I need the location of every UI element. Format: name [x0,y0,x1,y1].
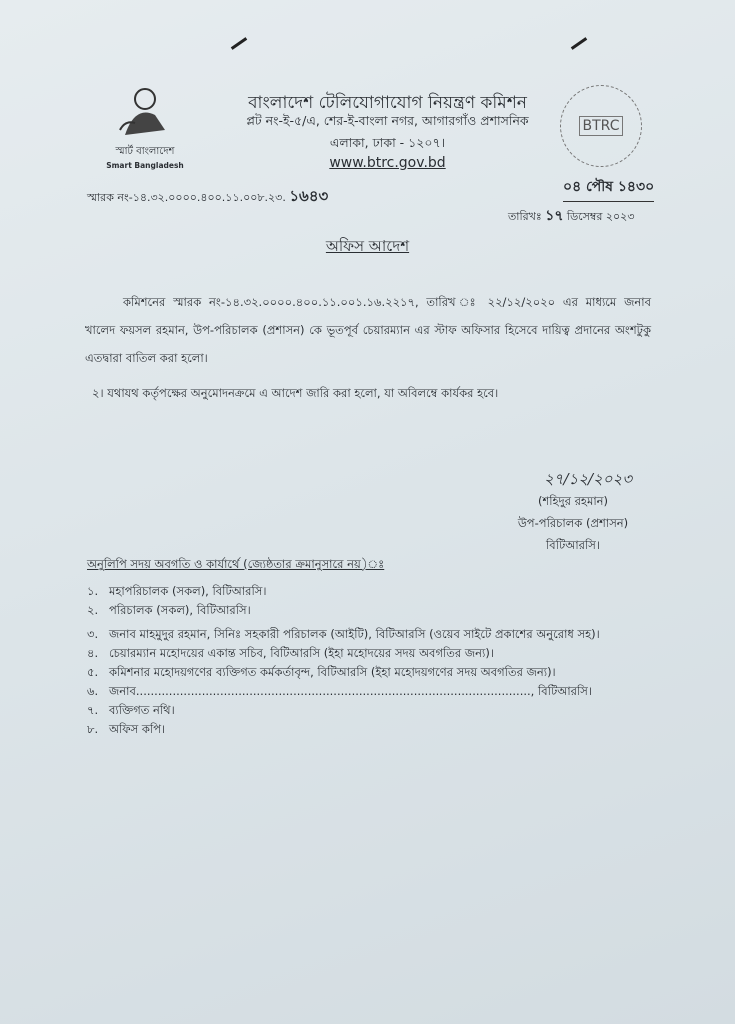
item-number: ২. [87,603,99,617]
item-number: ৮. [87,722,99,736]
date-block [508,175,654,228]
item-number: ৫. [87,665,99,679]
copy-list-heading: অনুলিপি সদয় অবগতি ও কার্যার্থে (জ্যেষ্ঠতার ক্রমানুসারে নয়)ঃ [87,557,385,571]
item-text: অফিস কপি। [109,722,166,736]
list-item [87,645,600,664]
pen-mark [571,37,587,50]
date-month-year: ডিসেম্বর ২০২৩ [566,210,635,223]
item-text: কমিশনার মহোদয়গণের ব্যক্তিগত কর্মকর্তাবৃন্দ, বিটিআরসি (ইহা মহোদয়গণের সদয় অবগতির জন্য)। [109,665,556,679]
list-item [87,583,600,602]
item-text: জনাব............................................................................................................, বিটিআরসি। [109,684,592,698]
paragraph-2: ২। যথাযথ কর্তৃপক্ষের অনুমোদনক্রমে এ আদেশ জারি করা হলো, যা অবিলম্বে কার্যকর হবে। [92,386,499,400]
list-item [87,602,600,621]
btrc-logo [560,85,642,167]
signature-block [508,468,638,556]
list-item [87,702,600,721]
org-name: বাংলাদেশ টেলিযোগাযোগ নিয়ন্ত্রণ কমিশন [248,93,527,113]
bengali-date: ০৪ পৌষ ১৪৩০ [563,179,655,195]
signatory-org: বিটিআরসি। [546,538,600,552]
memo-number [87,185,328,210]
btrc-logo-text: BTRC [579,116,624,136]
memo-label: স্মারক নং- [87,191,133,204]
item-text: ব্যক্তিগত নথি। [109,703,175,717]
logo-text-en: Smart Bangladesh [106,161,184,170]
signatory-designation: উপ-পরিচালক (প্রশাসন) [517,516,629,530]
copy-list [87,556,600,740]
memo-handwritten-number: ১৬৪৩ [289,187,329,205]
address-line-2: এলাকা, ঢাকা - ১২০৭। [329,135,446,150]
order-body [85,288,651,372]
item-number: ৩. [87,627,99,641]
signatory-name: (শহিদুর রহমান) [537,494,609,508]
date-day: ১৭ [545,208,564,224]
website-link[interactable]: www.btrc.gov.bd [329,155,446,171]
item-number: ১. [87,584,99,598]
paragraph-1: কমিশনের স্মারক নং-১৪.৩২.০০০০.৪০০.১১.০০১.১৬.২২১৭, তারিখ ঃ ২২/১২/২০২০ এর মাধ্যমে জনাব খালেদ ফয়সল রহমান, উপ-পরিচালক (প্রশাসন) কে ভূতপূর্ব চেয়ারম্যান এর স্টাফ অফিসার হিসেবে দায়িত্ব প্রদানের অংশটুকু এতদ্বারা বাতিল করা হলো। [85,295,651,365]
list-item [87,721,600,740]
pen-mark [231,37,247,50]
item-number: ৬. [87,684,99,698]
document-title: অফিস আদেশ [325,237,410,255]
item-number: ৪. [87,646,99,660]
list-item [87,664,600,683]
list-item [87,683,600,702]
item-text: পরিচালক (সকল), বিটিআরসি। [109,603,251,617]
logo-text-bn: স্মার্ট বাংলাদেশ [115,146,175,157]
address-line-1: প্লট নং-ই-৫/এ, শের-ই-বাংলা নগর, আগারগাঁও প্রশাসনিক [246,113,529,128]
memo-number-text: ১৪.৩২.০০০০.৪০০.১১.০০৮.২৩. [132,191,286,204]
item-text: জনাব মাহমুদুর রহমান, সিনিঃ সহকারী পরিচালক (আইটি), বিটিআরসি (ওয়েব সাইটে প্রকাশের অনুরোধ সহ)। [109,627,600,641]
item-text: চেয়ারম্যান মহোদয়ের একান্ত সচিব, বিটিআরসি (ইহা মহোদয়ের সদয় অবগতির জন্য)। [109,646,494,660]
list-item [87,626,600,645]
handwritten-signature: ২৭/১২/২০২৩ [543,470,633,488]
date-label: তারিখঃ [508,210,542,223]
item-number: ৭. [87,703,99,717]
item-text: মহাপরিচালক (সকল), বিটিআরসি। [109,584,267,598]
